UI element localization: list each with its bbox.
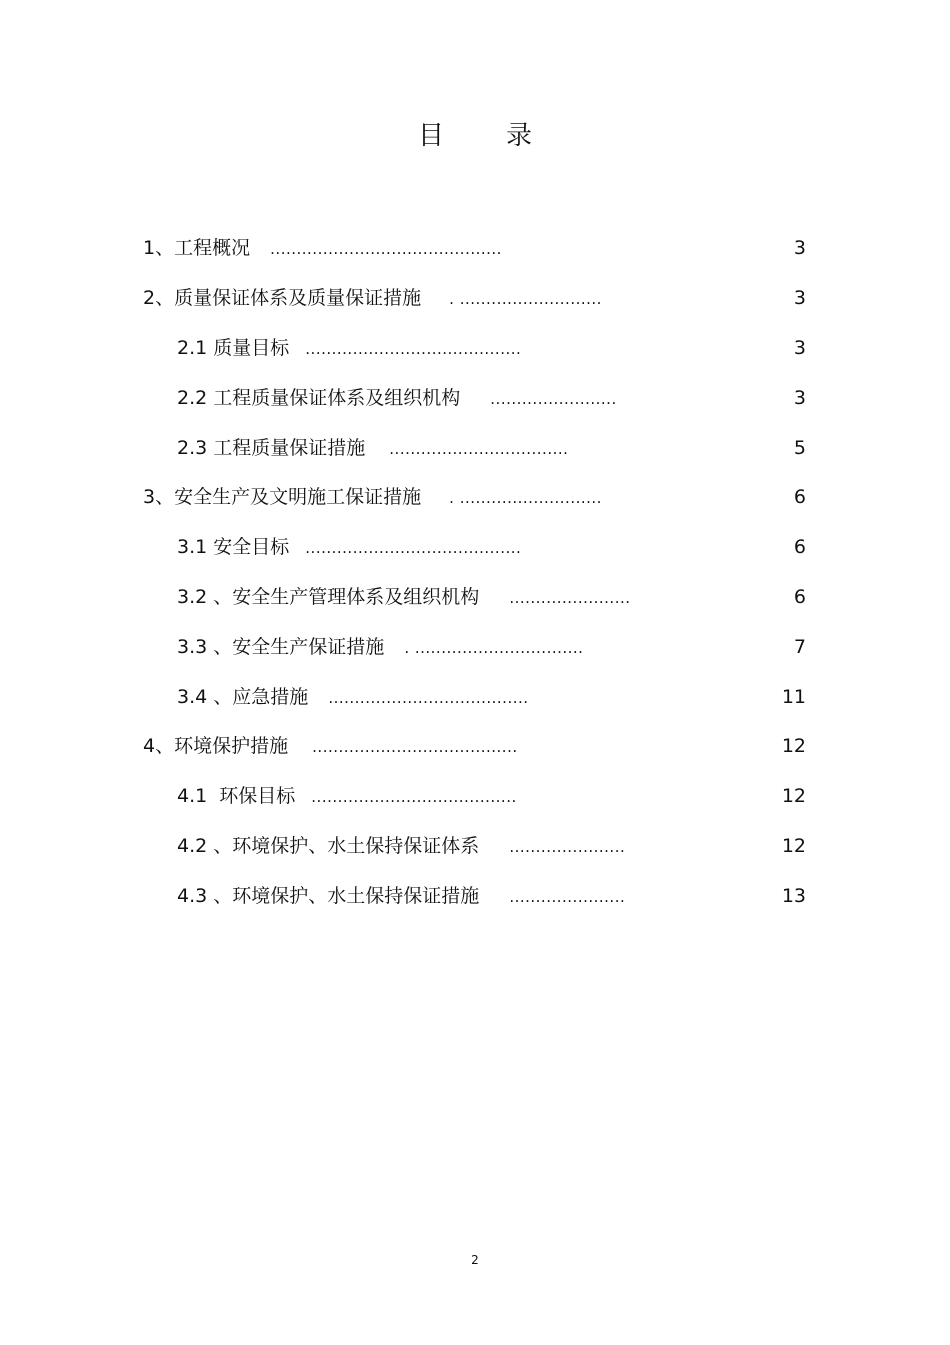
toc-entry-number: 4.1 bbox=[177, 785, 208, 807]
toc-page-number: 12 bbox=[781, 785, 806, 807]
toc-page-number: 6 bbox=[793, 586, 806, 608]
toc-entry-label: 工程质量保证措施 bbox=[213, 437, 366, 459]
toc-entry-label: 环境保护、水土保持保证措施 bbox=[232, 885, 480, 907]
toc-entry-label: 安全目标 bbox=[213, 536, 290, 558]
toc-entry-2[interactable] bbox=[143, 278, 602, 318]
toc-entry-label: 安全生产管理体系及组织机构 bbox=[232, 586, 480, 608]
title-char-1: 目 bbox=[417, 121, 444, 151]
toc-entry-number: 3.1 bbox=[177, 536, 208, 558]
toc-entry-number: 4.3 、 bbox=[177, 885, 233, 907]
toc-entry-label: 质量目标 bbox=[213, 337, 290, 359]
title-char-2: 录 bbox=[506, 121, 533, 151]
toc-entry-4-3[interactable] bbox=[177, 876, 625, 916]
toc-entry-number: 3、 bbox=[143, 486, 175, 508]
toc-leader-dots: ....................................... bbox=[311, 788, 517, 806]
toc-entry-3-1[interactable] bbox=[177, 527, 521, 567]
toc-page-number: 3 bbox=[793, 237, 806, 259]
toc-entry-label: 环境保护、水土保持保证体系 bbox=[232, 835, 480, 857]
toc-entry-number: 3.3 、 bbox=[177, 636, 233, 658]
toc-leader-dots: . ................................ bbox=[404, 639, 584, 657]
toc-page-number: 3 bbox=[793, 387, 806, 409]
toc-entry-number: 2.2 bbox=[177, 387, 208, 409]
toc-entry-label: 环保目标 bbox=[219, 785, 296, 807]
toc-entry-number: 2.1 bbox=[177, 337, 208, 359]
toc-entry-label: 工程概况 bbox=[174, 237, 251, 259]
toc-entry-3-3[interactable] bbox=[177, 627, 583, 667]
toc-entry-label: 应急措施 bbox=[232, 686, 309, 708]
toc-page-number: 7 bbox=[793, 636, 806, 658]
toc-leader-dots: ............................................ bbox=[270, 240, 502, 258]
toc-entry-3-2[interactable] bbox=[177, 577, 631, 617]
toc-page-number: 6 bbox=[793, 536, 806, 558]
toc-entry-number: 4、 bbox=[143, 735, 175, 757]
toc-leader-dots: .................................. bbox=[389, 440, 569, 458]
toc-leader-dots: ........................ bbox=[490, 390, 617, 408]
toc-entry-label: 安全生产及文明施工保证措施 bbox=[174, 486, 422, 508]
toc-entry-label: 工程质量保证体系及组织机构 bbox=[213, 387, 461, 409]
toc-entry-number: 1、 bbox=[143, 237, 175, 259]
toc-entry-number: 3.2 、 bbox=[177, 586, 233, 608]
toc-leader-dots: . ........................... bbox=[449, 290, 602, 308]
toc-page-number: 11 bbox=[781, 686, 806, 708]
toc-leader-dots: . ........................... bbox=[449, 489, 602, 507]
toc-entry-3[interactable] bbox=[143, 477, 602, 517]
toc-page-number: 3 bbox=[793, 337, 806, 359]
toc-entry-3-4[interactable] bbox=[177, 677, 529, 717]
toc-entry-label: 质量保证体系及质量保证措施 bbox=[174, 287, 422, 309]
toc-entry-4-1[interactable] bbox=[177, 776, 517, 816]
toc-leader-dots: ...................................... bbox=[328, 689, 529, 707]
toc-leader-dots: ......................................... bbox=[305, 539, 522, 557]
toc-entry-2-1[interactable] bbox=[177, 328, 521, 368]
toc-leader-dots: ....................... bbox=[509, 589, 631, 607]
footer-page-number: 2 bbox=[471, 1253, 479, 1267]
toc-entry-2-2[interactable] bbox=[177, 378, 617, 418]
toc-entry-label: 安全生产保证措施 bbox=[232, 636, 385, 658]
toc-page-number: 3 bbox=[793, 287, 806, 309]
toc-entry-1[interactable] bbox=[143, 228, 502, 268]
toc-entry-number: 2、 bbox=[143, 287, 175, 309]
toc-entry-label: 环境保护措施 bbox=[174, 735, 289, 757]
toc-leader-dots: ...................... bbox=[509, 838, 626, 856]
toc-page-number: 6 bbox=[793, 486, 806, 508]
toc-page-number: 12 bbox=[781, 835, 806, 857]
page-title bbox=[0, 116, 950, 156]
toc-entry-number: 2.3 bbox=[177, 437, 208, 459]
toc-entry-4-2[interactable] bbox=[177, 826, 625, 866]
toc-page-number: 13 bbox=[781, 885, 806, 907]
toc-leader-dots: ....................................... bbox=[312, 738, 518, 756]
toc-leader-dots: ...................... bbox=[509, 888, 626, 906]
toc-entry-number: 4.2 、 bbox=[177, 835, 233, 857]
toc-leader-dots: ......................................... bbox=[305, 340, 522, 358]
toc-page-number: 12 bbox=[781, 735, 806, 757]
toc-entry-number: 3.4 、 bbox=[177, 686, 233, 708]
toc-entry-4[interactable] bbox=[143, 726, 518, 766]
toc-page-number: 5 bbox=[793, 437, 806, 459]
toc-entry-2-3[interactable] bbox=[177, 428, 568, 468]
